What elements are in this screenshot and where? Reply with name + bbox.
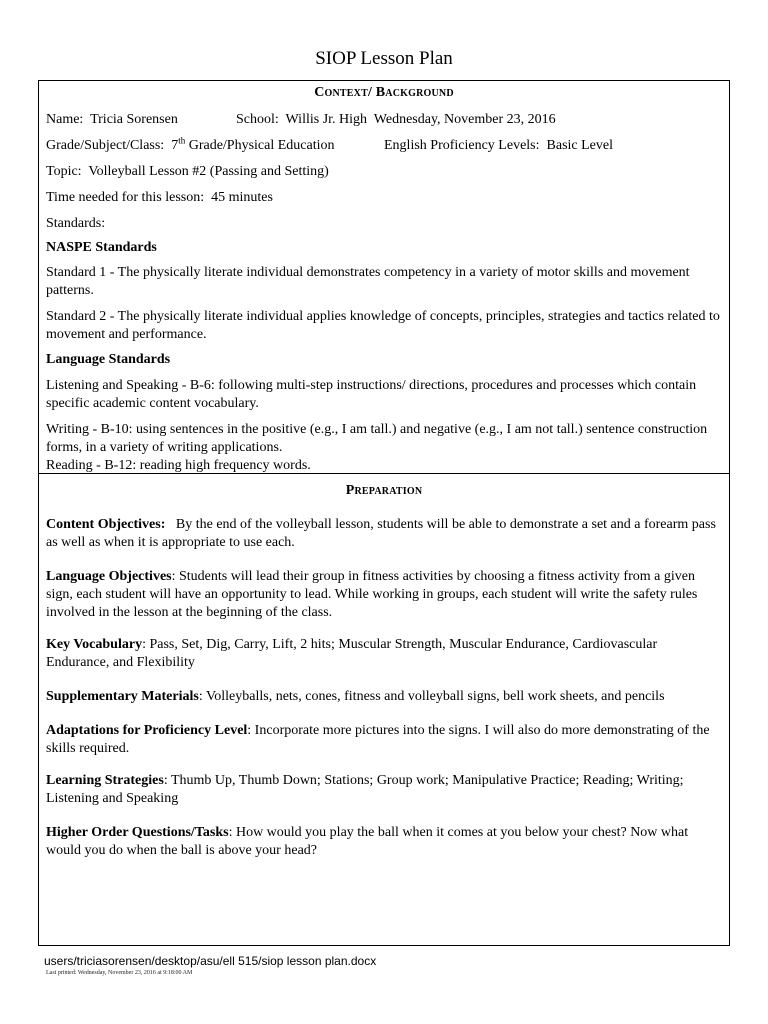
language-standards-heading: Language Standards — [46, 352, 171, 367]
language-objectives-label: Language Objectives — [46, 569, 172, 584]
content-objectives — [46, 516, 722, 552]
context-section — [39, 81, 729, 473]
grade-superscript: th — [178, 135, 186, 146]
writing-standard: Writing - B-10: using sentences in the positive (e.g., I am tall.) and negative (e.g., I am not tall.) sentence construction forms, in a variety of writing applications. — [46, 422, 708, 455]
name-row — [46, 111, 722, 129]
supplementary-materials — [46, 688, 722, 706]
learning-strategies-label: Learning Strategies — [46, 773, 164, 788]
higher-order-questions — [46, 824, 722, 860]
elp-label: English Proficiency Levels: — [384, 138, 540, 153]
supplementary-materials-label: Supplementary Materials — [46, 689, 199, 704]
standards-label: Standards: — [46, 216, 106, 231]
adaptations — [46, 722, 722, 758]
school-field — [236, 111, 556, 129]
footer-file-path: users/triciasorensen/desktop/asu/ell 515/siop lesson plan.docx — [44, 954, 377, 968]
grade-row — [46, 137, 722, 155]
language-objectives-text: : Students will lead their group in fitness activities by choosing a fitness activity from a given sign, each student will have an opportunity to lead. While working in groups, each student will write the safety rules involved in the lesson at the beginning of the class. — [46, 569, 698, 620]
elp-value: Basic Level — [546, 138, 614, 153]
lesson-plan-table — [38, 80, 730, 946]
key-vocabulary-label: Key Vocabulary — [46, 637, 143, 652]
name-value: Tricia Sorensen — [90, 112, 178, 127]
grade-subject: Grade/Physical Education — [185, 138, 335, 153]
learning-strategies-text: : Thumb Up, Thumb Down; Stations; Group work; Manipulative Practice; Reading; Writing; Listening and Speaking — [46, 773, 684, 806]
key-vocabulary-text: : Pass, Set, Dig, Carry, Lift, 2 hits; Muscular Strength, Muscular Endurance, Cardiovascular Endurance, and Flexibility — [46, 637, 658, 670]
adaptations-label: Adaptations for Proficiency Level — [46, 723, 248, 738]
topic-row — [46, 163, 722, 181]
time-label: Time needed for this lesson: — [46, 190, 205, 205]
topic-label: Topic: — [46, 164, 82, 179]
topic-value: Volleyball Lesson #2 (Passing and Setting) — [88, 164, 329, 179]
lesson-date: Wednesday, November 23, 2016 — [373, 112, 556, 127]
content-objectives-label: Content Objectives: — [46, 517, 166, 532]
preparation-section — [39, 473, 729, 945]
time-value: 45 minutes — [211, 190, 273, 205]
key-vocabulary — [46, 636, 722, 672]
content-objectives-text: By the end of the volleyball lesson, students will be able to demonstrate a set and a forearm pass as well as when it is appropriate to use each. — [46, 517, 716, 550]
school-label: School: — [236, 112, 279, 127]
higher-order-questions-label: Higher Order Questions/Tasks — [46, 825, 229, 840]
preparation-heading: Preparation — [345, 483, 423, 498]
naspe-heading: NASPE Standards — [46, 240, 157, 255]
school-value: Willis Jr. High — [285, 112, 368, 127]
listening-standard: Listening and Speaking - B-6: following multi-step instructions/ directions, procedures and processes which contain specific academic content vocabulary. — [46, 378, 697, 411]
page-title: SIOP Lesson Plan — [315, 48, 453, 69]
reading-standard: Reading - B-12: reading high frequency words. — [46, 458, 311, 473]
standard-1: Standard 1 - The physically literate individual demonstrates competency in a variety of motor skills and movement patterns. — [46, 265, 690, 298]
elp-field — [384, 137, 613, 155]
footer-last-printed: Last printed: Wednesday, November 23, 2016 at 9:18:00 AM — [46, 970, 193, 976]
learning-strategies — [46, 772, 722, 808]
grade-number: 7 — [171, 138, 179, 153]
grade-label: Grade/Subject/Class: — [46, 138, 165, 153]
name-label: Name: — [46, 112, 84, 127]
higher-order-questions-text: : How would you play the ball when it comes at you below your chest? Now what would you do when the ball is above your head? — [46, 825, 689, 858]
context-heading: Context/ Background — [314, 85, 454, 100]
time-row — [46, 189, 722, 207]
supplementary-materials-text: : Volleyballs, nets, cones, fitness and volleyball signs, bell work sheets, and pencils — [198, 689, 665, 704]
language-objectives — [46, 568, 722, 622]
standard-2: Standard 2 - The physically literate individual applies knowledge of concepts, principles, strategies and tactics related to movement and performance. — [46, 309, 720, 342]
adaptations-text: : Incorporate more pictures into the signs. I will also do more demonstrating of the skills required. — [46, 723, 710, 756]
